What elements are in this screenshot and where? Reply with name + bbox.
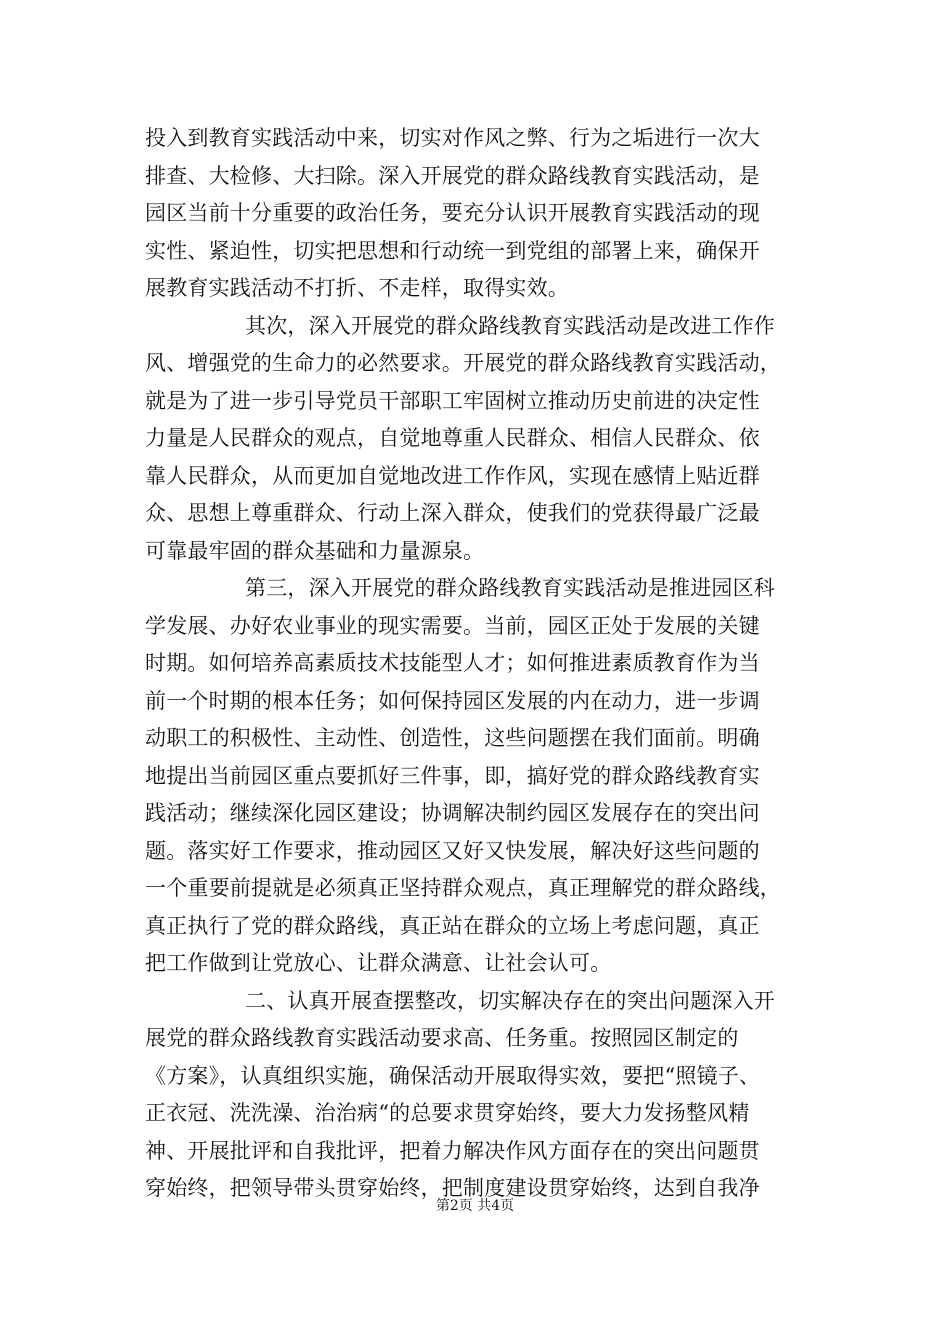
text-line: 就是为了进一步引导党员干部职工牢固树立推动历史前进的决定性 (145, 388, 760, 413)
text-line: 众、思想上尊重群众、行动上深入群众，使我们的党获得最广泛最 (145, 501, 760, 525)
text-line: 学发展、办好农业事业的现实需要。当前，园区正处于发展的关键 (145, 613, 760, 638)
text-line: 地提出当前园区重点要抓好三件事，即，搞好党的群众路线教育实 (145, 763, 760, 788)
text-line: 神、开展批评和自我批评，把着力解决作风方面存在的突出问题贯 (145, 1138, 760, 1163)
text-line: 力量是人民群众的观点，自觉地尊重人民群众、相信人民群众、依 (145, 426, 760, 450)
text-line: 穿始终，把领导带头贯穿始终，把制度建设贯穿始终，达到自我净 (145, 1176, 760, 1200)
text-line: 把工作做到让党放心、让群众满意、让社会认可。 (145, 951, 612, 975)
text-line: 一个重要前提就是必须真正坚持群众观点，真正理解党的群众路线， (145, 876, 781, 900)
page-footer (0, 1196, 950, 1216)
text-line: 题。落实好工作要求，推动园区又好又快发展，解决好这些问题的 (145, 838, 760, 863)
footer-total-pages: 4 (491, 1198, 501, 1214)
text-line: 《方案》，认真组织实施，确保活动开展取得实效，要把“照镜子、 (145, 1063, 761, 1088)
text-line: 排查、大检修、大扫除。深入开展党的群众路线教育实践活动，是 (145, 163, 760, 188)
text-line: 实性、紧迫性，切实把思想和行动统一到党组的部署上来，确保开 (145, 238, 760, 263)
text-line: 展党的群众路线教育实践活动要求高、任务重。按照园区制定的 (145, 1026, 739, 1050)
text-line: 展教育实践活动不打折、不走样，取得实效。 (145, 276, 569, 300)
footer-middle: 页 共 (458, 1198, 492, 1214)
footer-suffix: 页 (500, 1198, 515, 1214)
text-line: 践活动；继续深化园区建设；协调解决制约园区发展存在的突出问 (145, 801, 760, 825)
text-line: 二、认真开展查摆整改，切实解决存在的突出问题深入开 (245, 988, 775, 1013)
text-line: 第三，深入开展党的群众路线教育实践活动是推进园区科 (245, 576, 775, 600)
text-line: 风、增强党的生命力的必然要求。开展党的群众路线教育实践活动， (145, 351, 781, 375)
footer-prefix: 第 (435, 1198, 450, 1214)
text-line: 可靠最牢固的群众基础和力量源泉。 (145, 538, 485, 563)
text-line: 投入到教育实践活动中来，切实对作风之弊、行为之垢进行一次大 (145, 126, 760, 150)
text-line: 前一个时期的根本任务；如何保持园区发展的内在动力，进一步调 (145, 688, 760, 713)
text-line: 其次，深入开展党的群众路线教育实践活动是改进工作作 (245, 313, 775, 338)
body-text (145, 120, 810, 1208)
text-line: 动职工的积极性、主动性、创造性，这些问题摆在我们面前。明确 (145, 726, 760, 750)
footer-current-page: 2 (449, 1198, 459, 1214)
text-line: 正衣冠、洗洗澡、治治病“的总要求贯穿始终，要大力发扬整风精 (145, 1101, 750, 1125)
text-line: 时期。如何培养高素质技术技能型人才；如何推进素质教育作为当 (145, 651, 760, 675)
text-line: 园区当前十分重要的政治任务，要充分认识开展教育实践活动的现 (145, 201, 760, 225)
text-line: 真正执行了党的群众路线，真正站在群众的立场上考虑问题，真正 (145, 913, 760, 938)
text-line: 靠人民群众，从而更加自觉地改进工作作风，实现在感情上贴近群 (145, 463, 760, 488)
